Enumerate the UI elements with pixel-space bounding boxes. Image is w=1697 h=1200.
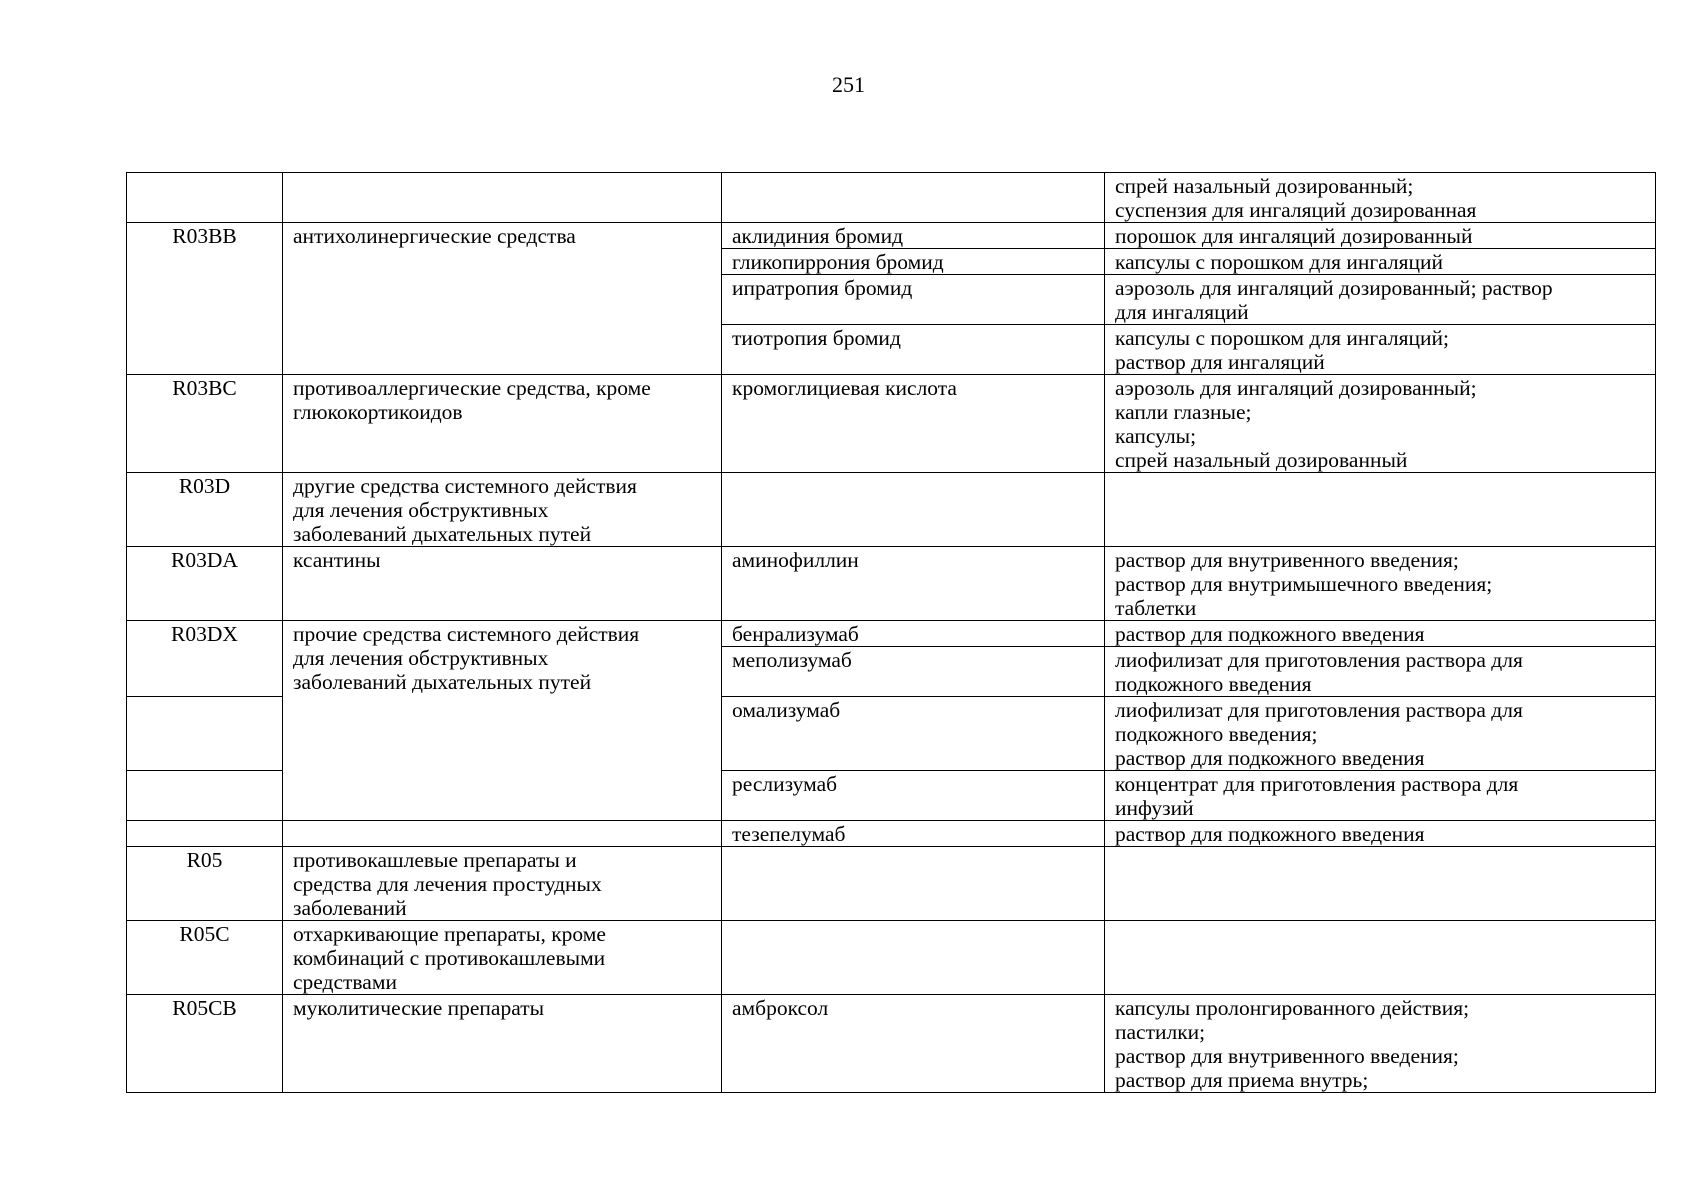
atc-code-cell: R05CB — [127, 995, 283, 1093]
drug-cell: реслизумаб — [722, 771, 1105, 821]
drug-cell: меполизумаб — [722, 647, 1105, 697]
table-row — [127, 821, 1656, 847]
dosage-form-cell: концентрат для приготовления раствора для инфузий — [1105, 771, 1656, 821]
atc-code-cell: R03BB — [127, 223, 283, 375]
atc-code-cell: R03D — [127, 473, 283, 547]
table-row — [127, 375, 1656, 473]
dosage-form-cell: раствор для внутривенного введения; раствор для внутримышечного введения; таблетки — [1105, 547, 1656, 621]
table-row — [127, 223, 1656, 249]
drug-cell: тиотропия бромид — [722, 325, 1105, 375]
dosage-form-cell: лиофилизат для приготовления раствора для подкожного введения; раствор для подкожного введения — [1105, 697, 1656, 771]
dosage-form-cell — [1105, 847, 1656, 921]
group-cell — [283, 173, 722, 223]
group-cell: противокашлевые препараты и средства для лечения простудных заболеваний — [283, 847, 722, 921]
dosage-form-cell: капсулы с порошком для ингаляций — [1105, 249, 1656, 275]
drug-cell: бенрализумаб — [722, 621, 1105, 647]
dosage-form-cell: порошок для ингаляций дозированный — [1105, 223, 1656, 249]
drug-cell: гликопиррония бромид — [722, 249, 1105, 275]
drug-cell: амброксол — [722, 995, 1105, 1093]
table-row — [127, 173, 1656, 223]
table-row — [127, 995, 1656, 1093]
atc-code-cell: R03DA — [127, 547, 283, 621]
group-cell: отхаркивающие препараты, кроме комбинаций с противокашлевыми средствами — [283, 921, 722, 995]
group-cell: другие средства системного действия для лечения обструктивных заболеваний дыхательных путей — [283, 473, 722, 547]
drug-cell — [722, 473, 1105, 547]
drug-table — [126, 172, 1656, 1093]
atc-code-cell — [127, 771, 283, 821]
atc-code-cell: R05 — [127, 847, 283, 921]
dosage-form-cell: спрей назальный дозированный; суспензия для ингаляций дозированная — [1105, 173, 1656, 223]
atc-code-cell — [127, 697, 283, 771]
group-cell: муколитические препараты — [283, 995, 722, 1093]
drug-cell: омализумаб — [722, 697, 1105, 771]
group-cell: антихолинергические средства — [283, 223, 722, 375]
dosage-form-cell: капсулы пролонгированного действия; пастилки; раствор для внутривенного введения; раствор для приема внутрь; — [1105, 995, 1656, 1093]
page-number: 251 — [832, 72, 865, 97]
group-cell — [283, 821, 722, 847]
dosage-form-cell: капсулы с порошком для ингаляций; раствор для ингаляций — [1105, 325, 1656, 375]
group-cell: прочие средства системного действия для лечения обструктивных заболеваний дыхательных путей — [283, 621, 722, 821]
atc-code-cell — [127, 821, 283, 847]
dosage-form-cell — [1105, 921, 1656, 995]
drug-cell: тезепелумаб — [722, 821, 1105, 847]
drug-cell: аклидиния бромид — [722, 223, 1105, 249]
table-row — [127, 847, 1656, 921]
atc-code-cell: R03BC — [127, 375, 283, 473]
group-cell: ксантины — [283, 547, 722, 621]
drug-cell — [722, 921, 1105, 995]
drug-cell: аминофиллин — [722, 547, 1105, 621]
dosage-form-cell: раствор для подкожного введения — [1105, 621, 1656, 647]
table-row — [127, 621, 1656, 647]
dosage-form-cell: аэрозоль для ингаляций дозированный; раствор для ингаляций — [1105, 275, 1656, 325]
drug-cell — [722, 173, 1105, 223]
drug-cell — [722, 847, 1105, 921]
dosage-form-cell: аэрозоль для ингаляций дозированный; капли глазные; капсулы; спрей назальный дозированный — [1105, 375, 1656, 473]
dosage-form-cell: раствор для подкожного введения — [1105, 821, 1656, 847]
table-row — [127, 473, 1656, 547]
table-row — [127, 921, 1656, 995]
table-row — [127, 547, 1656, 621]
atc-code-cell: R05C — [127, 921, 283, 995]
atc-code-cell — [127, 173, 283, 223]
group-cell: противоаллергические средства, кроме глюкокортикоидов — [283, 375, 722, 473]
atc-code-cell: R03DX — [127, 621, 283, 697]
drug-cell: кромоглициевая кислота — [722, 375, 1105, 473]
dosage-form-cell — [1105, 473, 1656, 547]
drug-cell: ипратропия бромид — [722, 275, 1105, 325]
dosage-form-cell: лиофилизат для приготовления раствора для подкожного введения — [1105, 647, 1656, 697]
